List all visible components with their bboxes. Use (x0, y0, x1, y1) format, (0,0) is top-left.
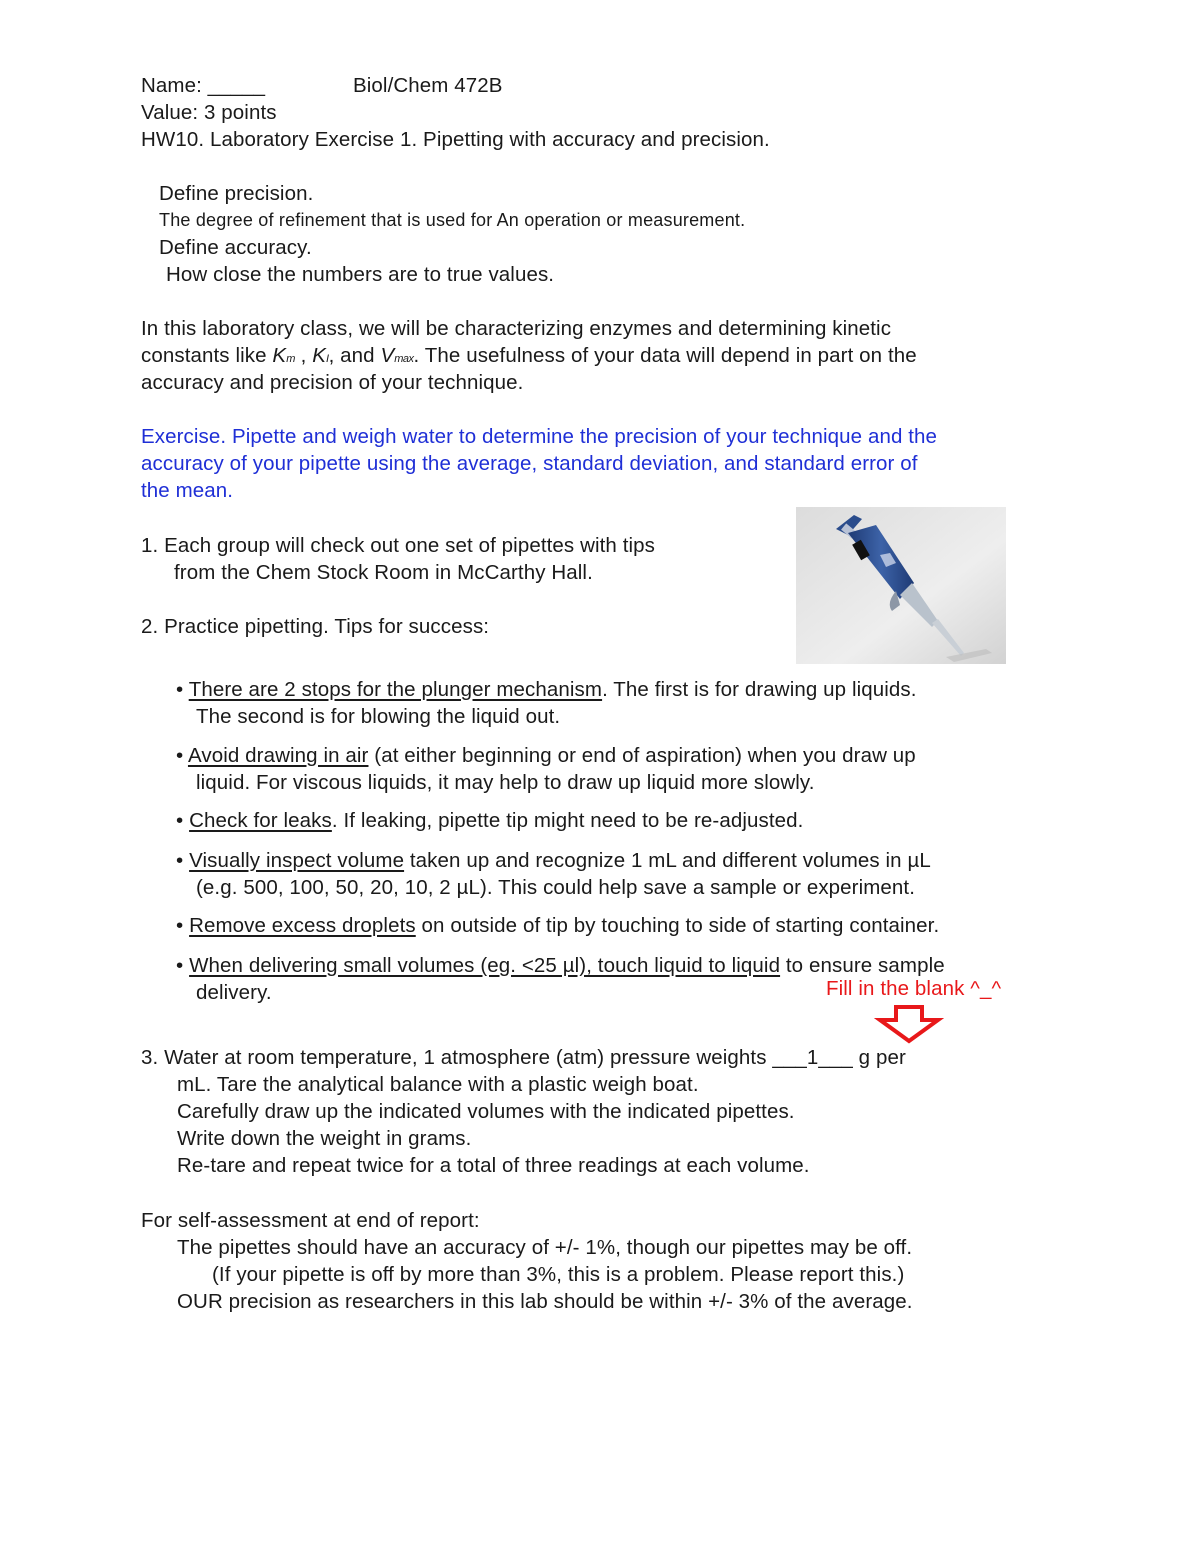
tip-2: • Avoid drawing in air (at either beginning or end of aspiration) when you draw up (176, 744, 916, 767)
tip-1-line-2: The second is for blowing the liquid out. (196, 705, 561, 728)
name-label: Name: _____ (141, 74, 266, 97)
tip-3-rest: . If leaking, pipette tip might need to be re-adjusted. (331, 809, 804, 832)
tip-2-underlined: Avoid drawing in air (187, 744, 369, 767)
step-3-line-3: Carefully draw up the indicated volumes with the indicated pipettes. (177, 1100, 795, 1123)
tip-5-rest: on outside of tip by touching to side of starting container. (415, 914, 940, 937)
step-3-line-4: Write down the weight in grams. (177, 1127, 472, 1150)
km-subscript: m (286, 353, 295, 365)
tip-4-rest: taken up and recognize 1 mL and different volumes in µL (404, 849, 931, 872)
intro-sep-1: , (294, 344, 313, 367)
tip-4-line-2: (e.g. 500, 100, 50, 20, 10, 2 µL). This could help save a sample or experiment. (196, 876, 916, 899)
self-assessment-heading: For self-assessment at end of report: (141, 1209, 480, 1232)
precision-prompt: Define precision. (159, 182, 314, 205)
course-code: Biol/Chem 472B (353, 74, 503, 97)
self-assessment-line-2: (If your pipette is off by more than 3%, this is a problem. Please report this.) (212, 1263, 905, 1286)
intro-line-3: accuracy and precision of your technique. (141, 371, 524, 394)
ki-symbol: K (312, 344, 327, 367)
step-1-line-1: 1. Each group will check out one set of pipettes with tips (141, 534, 656, 557)
intro-sep-2: , and (328, 344, 381, 367)
tip-3: • Check for leaks. If leaking, pipette tip might need to be re-adjusted. (176, 809, 804, 832)
tip-1-underlined: There are 2 stops for the plunger mechanism (188, 678, 603, 701)
tip-6: • When delivering small volumes (eg. <25 µl), touch liquid to liquid to ensure sample (176, 954, 945, 977)
pipette-photo (796, 507, 1006, 664)
tip-3-underlined: Check for leaks (189, 809, 332, 832)
down-arrow-icon (874, 1004, 944, 1044)
tip-2-line-2: liquid. For viscous liquids, it may help to draw up liquid more slowly. (196, 771, 815, 794)
tip-4: • Visually inspect volume taken up and recognize 1 mL and different volumes in µL (176, 849, 931, 872)
tip-1: • There are 2 stops for the plunger mechanism. The first is for drawing up liquids. (176, 678, 917, 701)
intro-line-1: In this laboratory class, we will be characterizing enzymes and determining kinetic (141, 317, 892, 340)
step-3-line-1: 3. Water at room temperature, 1 atmosphere (atm) pressure weights ___1___ g per (141, 1046, 906, 1069)
tip-4-underlined: Visually inspect volume (189, 849, 405, 872)
tip-6-underlined: When delivering small volumes (eg. <25 µl), touch liquid to liquid (189, 954, 781, 977)
intro-text-post: . The usefulness of your data will depend in part on the (413, 344, 917, 367)
tip-6-rest: to ensure sample (780, 954, 945, 977)
exercise-line-2: accuracy of your pipette using the average, standard deviation, and standard error of (141, 452, 918, 475)
tip-2-rest: (at either beginning or end of aspiration) when you draw up (368, 744, 916, 767)
exercise-line-1: Exercise. Pipette and weigh water to determine the precision of your technique and the (141, 425, 938, 448)
step-2: 2. Practice pipetting. Tips for success: (141, 615, 490, 638)
accuracy-prompt: Define accuracy. (159, 236, 312, 259)
document-title: HW10. Laboratory Exercise 1. Pipetting with accuracy and precision. (141, 128, 770, 151)
tip-6-line-2: delivery. (196, 981, 272, 1004)
self-assessment-line-1: The pipettes should have an accuracy of +/- 1%, though our pipettes may be off. (177, 1236, 913, 1259)
accuracy-answer: How close the numbers are to true values. (166, 263, 555, 286)
vmax-symbol: V (380, 344, 395, 367)
precision-answer: The degree of refinement that is used for An operation or measurement. (159, 210, 746, 230)
fill-in-blank-note: Fill in the blank ^_^ (826, 977, 1002, 1000)
step-3-line-5: Re-tare and repeat twice for a total of three readings at each volume. (177, 1154, 810, 1177)
point-value: Value: 3 points (141, 101, 277, 124)
ki-subscript: I (326, 353, 329, 365)
vmax-subscript: max (394, 353, 414, 365)
exercise-line-3: the mean. (141, 479, 234, 502)
tip-1-rest: . The first is for drawing up liquids. (602, 678, 917, 701)
self-assessment-line-3: OUR precision as researchers in this lab should be within +/- 3% of the average. (177, 1290, 913, 1313)
step-1-line-2: from the Chem Stock Room in McCarthy Hall. (174, 561, 593, 584)
intro-text-pre: constants like (141, 344, 273, 367)
tip-5-underlined: Remove excess droplets (189, 914, 416, 937)
km-symbol: K (272, 344, 287, 367)
step-3-line-2: mL. Tare the analytical balance with a plastic weigh boat. (177, 1073, 699, 1096)
tip-5: • Remove excess droplets on outside of tip by touching to side of starting container. (176, 914, 940, 937)
